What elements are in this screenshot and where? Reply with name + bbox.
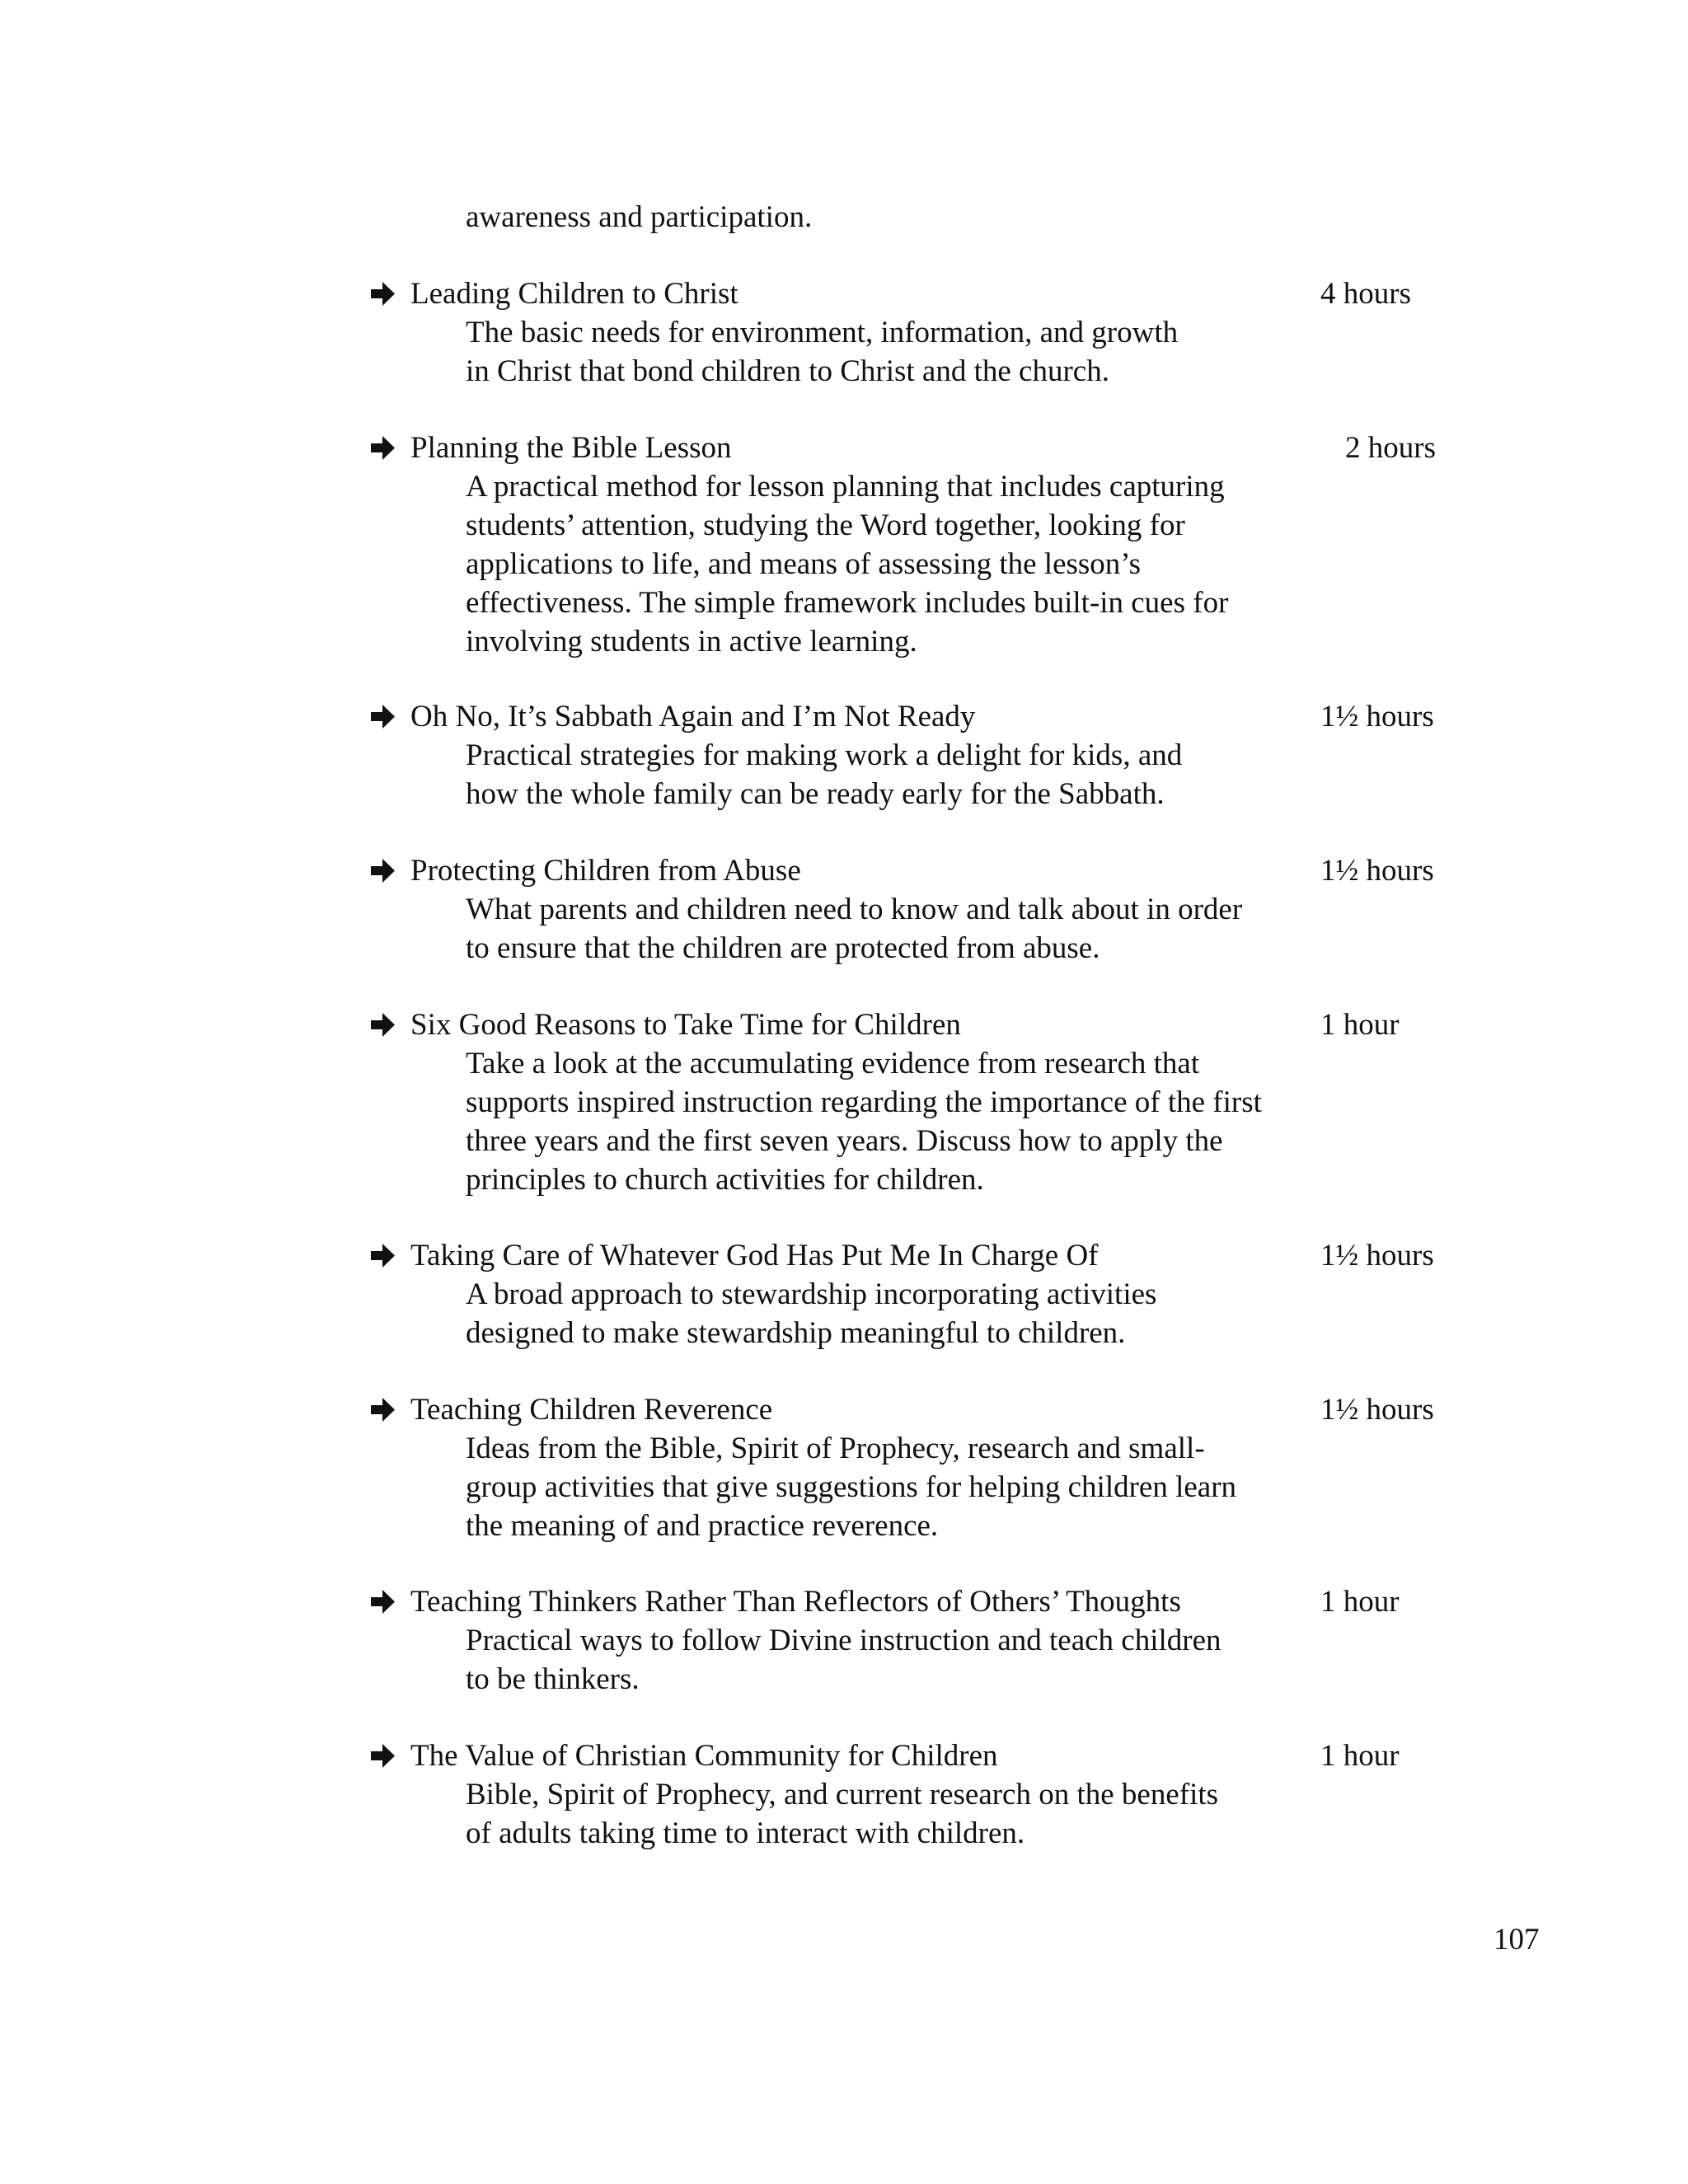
workshop-title: Teaching Children Reverence <box>410 1393 773 1427</box>
description-line: to be thinkers. <box>466 1662 640 1696</box>
description-line: The basic needs for environment, information, and growth <box>466 316 1179 349</box>
arrow-bullet-icon <box>369 1736 402 1775</box>
workshop-description <box>466 1044 1262 1199</box>
arrow-bullet-icon <box>369 1005 402 1044</box>
workshop-title: Teaching Thinkers Rather Than Reflectors of Others’ Thoughts <box>410 1585 1181 1619</box>
workshop-title: Protecting Children from Abuse <box>410 854 801 888</box>
page-number: 107 <box>1493 1923 1540 1957</box>
description-line: principles to church activities for children. <box>466 1163 984 1197</box>
continuation-text: awareness and participation. <box>466 200 813 234</box>
description-line: applications to life, and means of assessing the lesson’s <box>466 547 1141 581</box>
workshop-title: Oh No, It’s Sabbath Again and I’m Not Ready <box>410 700 976 733</box>
arrow-bullet-icon <box>369 1390 402 1429</box>
workshop-description <box>466 467 1228 661</box>
workshop-duration: 1 hour <box>1320 1585 1400 1619</box>
description-line: in Christ that bond children to Christ and the church. <box>466 354 1109 388</box>
workshop-duration: 1 hour <box>1320 1008 1400 1042</box>
description-line: Take a look at the accumulating evidence from research that <box>466 1047 1200 1080</box>
description-line: Ideas from the Bible, Spirit of Prophecy, research and small- <box>466 1432 1205 1465</box>
workshop-duration: 1½ hours <box>1320 1239 1434 1272</box>
workshop-description <box>466 736 1182 813</box>
description-line: three years and the first seven years. Discuss how to apply the <box>466 1124 1223 1158</box>
workshop-description <box>466 1275 1156 1352</box>
workshop-title: Leading Children to Christ <box>410 277 738 311</box>
arrow-bullet-icon <box>369 1236 402 1275</box>
description-line: A broad approach to stewardship incorporating activities <box>466 1277 1157 1311</box>
description-line: how the whole family can be ready early for the Sabbath. <box>466 777 1165 811</box>
workshop-title: Taking Care of Whatever God Has Put Me In Charge Of <box>410 1239 1099 1272</box>
workshop-title: The Value of Christian Community for Children <box>410 1739 998 1773</box>
workshop-duration: 1½ hours <box>1320 700 1434 733</box>
description-line: What parents and children need to know and talk about in order <box>466 893 1243 926</box>
description-line: Practical ways to follow Divine instruction and teach children <box>466 1624 1221 1657</box>
description-line: A practical method for lesson planning that includes capturing <box>466 470 1225 504</box>
workshop-description <box>466 1621 1221 1699</box>
workshop-description <box>466 1775 1218 1853</box>
description-line: the meaning of and practice reverence. <box>466 1509 939 1543</box>
workshop-duration: 4 hours <box>1320 277 1411 311</box>
workshop-description <box>466 1429 1236 1545</box>
arrow-bullet-icon <box>369 697 402 736</box>
workshop-description <box>466 313 1178 391</box>
description-line: students’ attention, studying the Word together, looking for <box>466 509 1185 542</box>
workshop-duration: 1 hour <box>1320 1739 1400 1773</box>
description-line: Bible, Spirit of Prophecy, and current research on the benefits <box>466 1778 1219 1811</box>
arrow-bullet-icon <box>369 429 402 467</box>
workshop-title: Six Good Reasons to Take Time for Children <box>410 1008 961 1042</box>
description-line: effectiveness. The simple framework includes built-in cues for <box>466 586 1229 620</box>
description-line: designed to make stewardship meaningful to children. <box>466 1316 1126 1350</box>
description-line: involving students in active learning. <box>466 625 917 658</box>
workshop-title: Planning the Bible Lesson <box>410 431 732 465</box>
description-line: of adults taking time to interact with children. <box>466 1816 1025 1850</box>
workshop-description <box>466 890 1242 968</box>
arrow-bullet-icon <box>369 851 402 890</box>
workshop-duration: 2 hours <box>1345 431 1436 465</box>
workshop-duration: 1½ hours <box>1320 854 1434 888</box>
arrow-bullet-icon <box>369 274 402 313</box>
arrow-bullet-icon <box>369 1582 402 1621</box>
description-line: supports inspired instruction regarding the importance of the first <box>466 1085 1262 1119</box>
workshop-duration: 1½ hours <box>1320 1393 1434 1427</box>
description-line: group activities that give suggestions for helping children learn <box>466 1470 1237 1504</box>
description-line: to ensure that the children are protected from abuse. <box>466 931 1100 965</box>
description-line: Practical strategies for making work a delight for kids, and <box>466 738 1183 772</box>
